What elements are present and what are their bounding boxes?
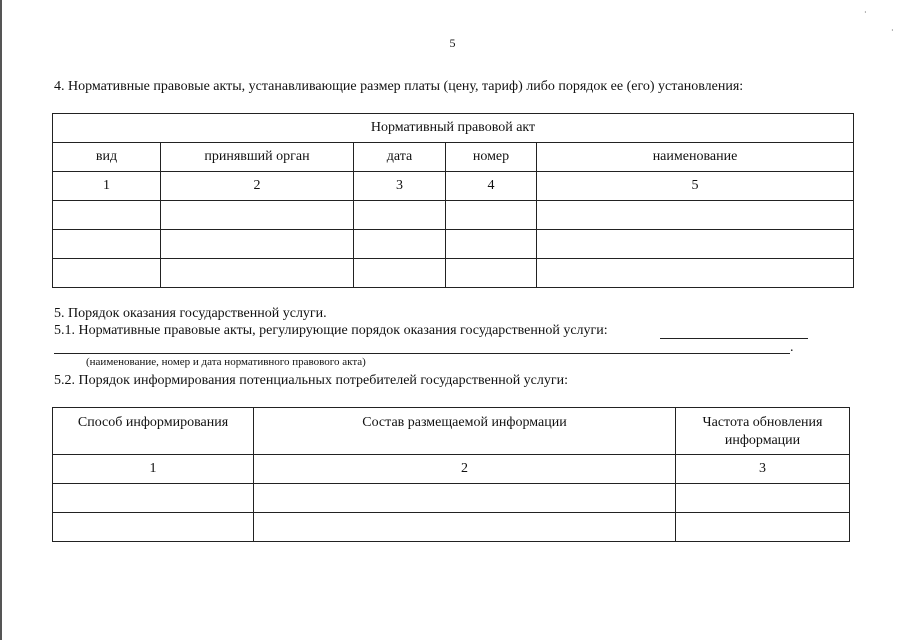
col-number-cell: 3: [676, 455, 850, 484]
sentence-end: .: [790, 340, 794, 355]
scan-mark-right: ·: [891, 26, 894, 35]
table-row: [53, 484, 850, 513]
table-cell: [53, 484, 254, 513]
table-cell: [676, 484, 850, 513]
table-row: [53, 259, 854, 288]
legal-acts-table: [52, 113, 854, 288]
field-caption: (наименование, номер и дата нормативного правового акта): [86, 356, 366, 368]
table-cell: [446, 201, 537, 230]
section-5-1-text: 5.1. Нормативные правовые акты, регулирующие порядок оказания государственной услуги:: [54, 323, 608, 338]
table-cell: [53, 201, 161, 230]
col-header-number: номер: [446, 143, 537, 172]
table-cell: [537, 201, 854, 230]
col-number-cell: 2: [254, 455, 676, 484]
table-group-header-row: [53, 114, 854, 143]
scan-mark-top: ·: [864, 8, 867, 17]
table-header-row: [53, 408, 850, 455]
col-header-date: дата: [354, 143, 446, 172]
table-cell: [53, 259, 161, 288]
table-cell: [254, 513, 676, 542]
col-header-type: вид: [53, 143, 161, 172]
table-cell: [354, 201, 446, 230]
table-row: [53, 513, 850, 542]
table-cell: [676, 513, 850, 542]
table-number-row: [53, 455, 850, 484]
blank-line-full: [54, 353, 790, 354]
col-header-method: Способ информирования: [53, 408, 254, 455]
col-header-name: наименование: [537, 143, 854, 172]
table-cell: [161, 259, 354, 288]
informing-table: [52, 407, 850, 542]
table-cell: [537, 259, 854, 288]
table-cell: [446, 259, 537, 288]
section-4-title: 4. Нормативные правовые акты, устанавливающие размер платы (цену, тариф) либо порядок ее (его) установления:: [54, 79, 744, 94]
section-5-title: 5. Порядок оказания государственной услуги.: [54, 306, 327, 321]
table-cell: [354, 230, 446, 259]
table-row: [53, 201, 854, 230]
table-cell: [254, 484, 676, 513]
page-number: 5: [449, 36, 456, 50]
col-header-frequency: Частота обновления информации: [676, 408, 850, 455]
table-number-row: [53, 172, 854, 201]
table-cell: [161, 230, 354, 259]
section-5-2-text: 5.2. Порядок информирования потенциальных потребителей государственной услуги:: [54, 373, 569, 388]
blank-line: [660, 338, 808, 339]
group-header-cell: Нормативный правовой акт: [53, 114, 854, 143]
col-header-content: Состав размещаемой информации: [254, 408, 676, 455]
table-cell: [53, 230, 161, 259]
col-number-cell: 2: [161, 172, 354, 201]
col-number-cell: 1: [53, 172, 161, 201]
table-cell: [161, 201, 354, 230]
table-cell: [537, 230, 854, 259]
col-number-cell: 4: [446, 172, 537, 201]
table-header-row: [53, 143, 854, 172]
col-number-cell: 5: [537, 172, 854, 201]
table-cell: [354, 259, 446, 288]
col-number-cell: 3: [354, 172, 446, 201]
table-row: [53, 230, 854, 259]
col-header-issuer: принявший орган: [161, 143, 354, 172]
page-left-edge: [0, 0, 2, 640]
table-cell: [53, 513, 254, 542]
table-cell: [446, 230, 537, 259]
col-number-cell: 1: [53, 455, 254, 484]
